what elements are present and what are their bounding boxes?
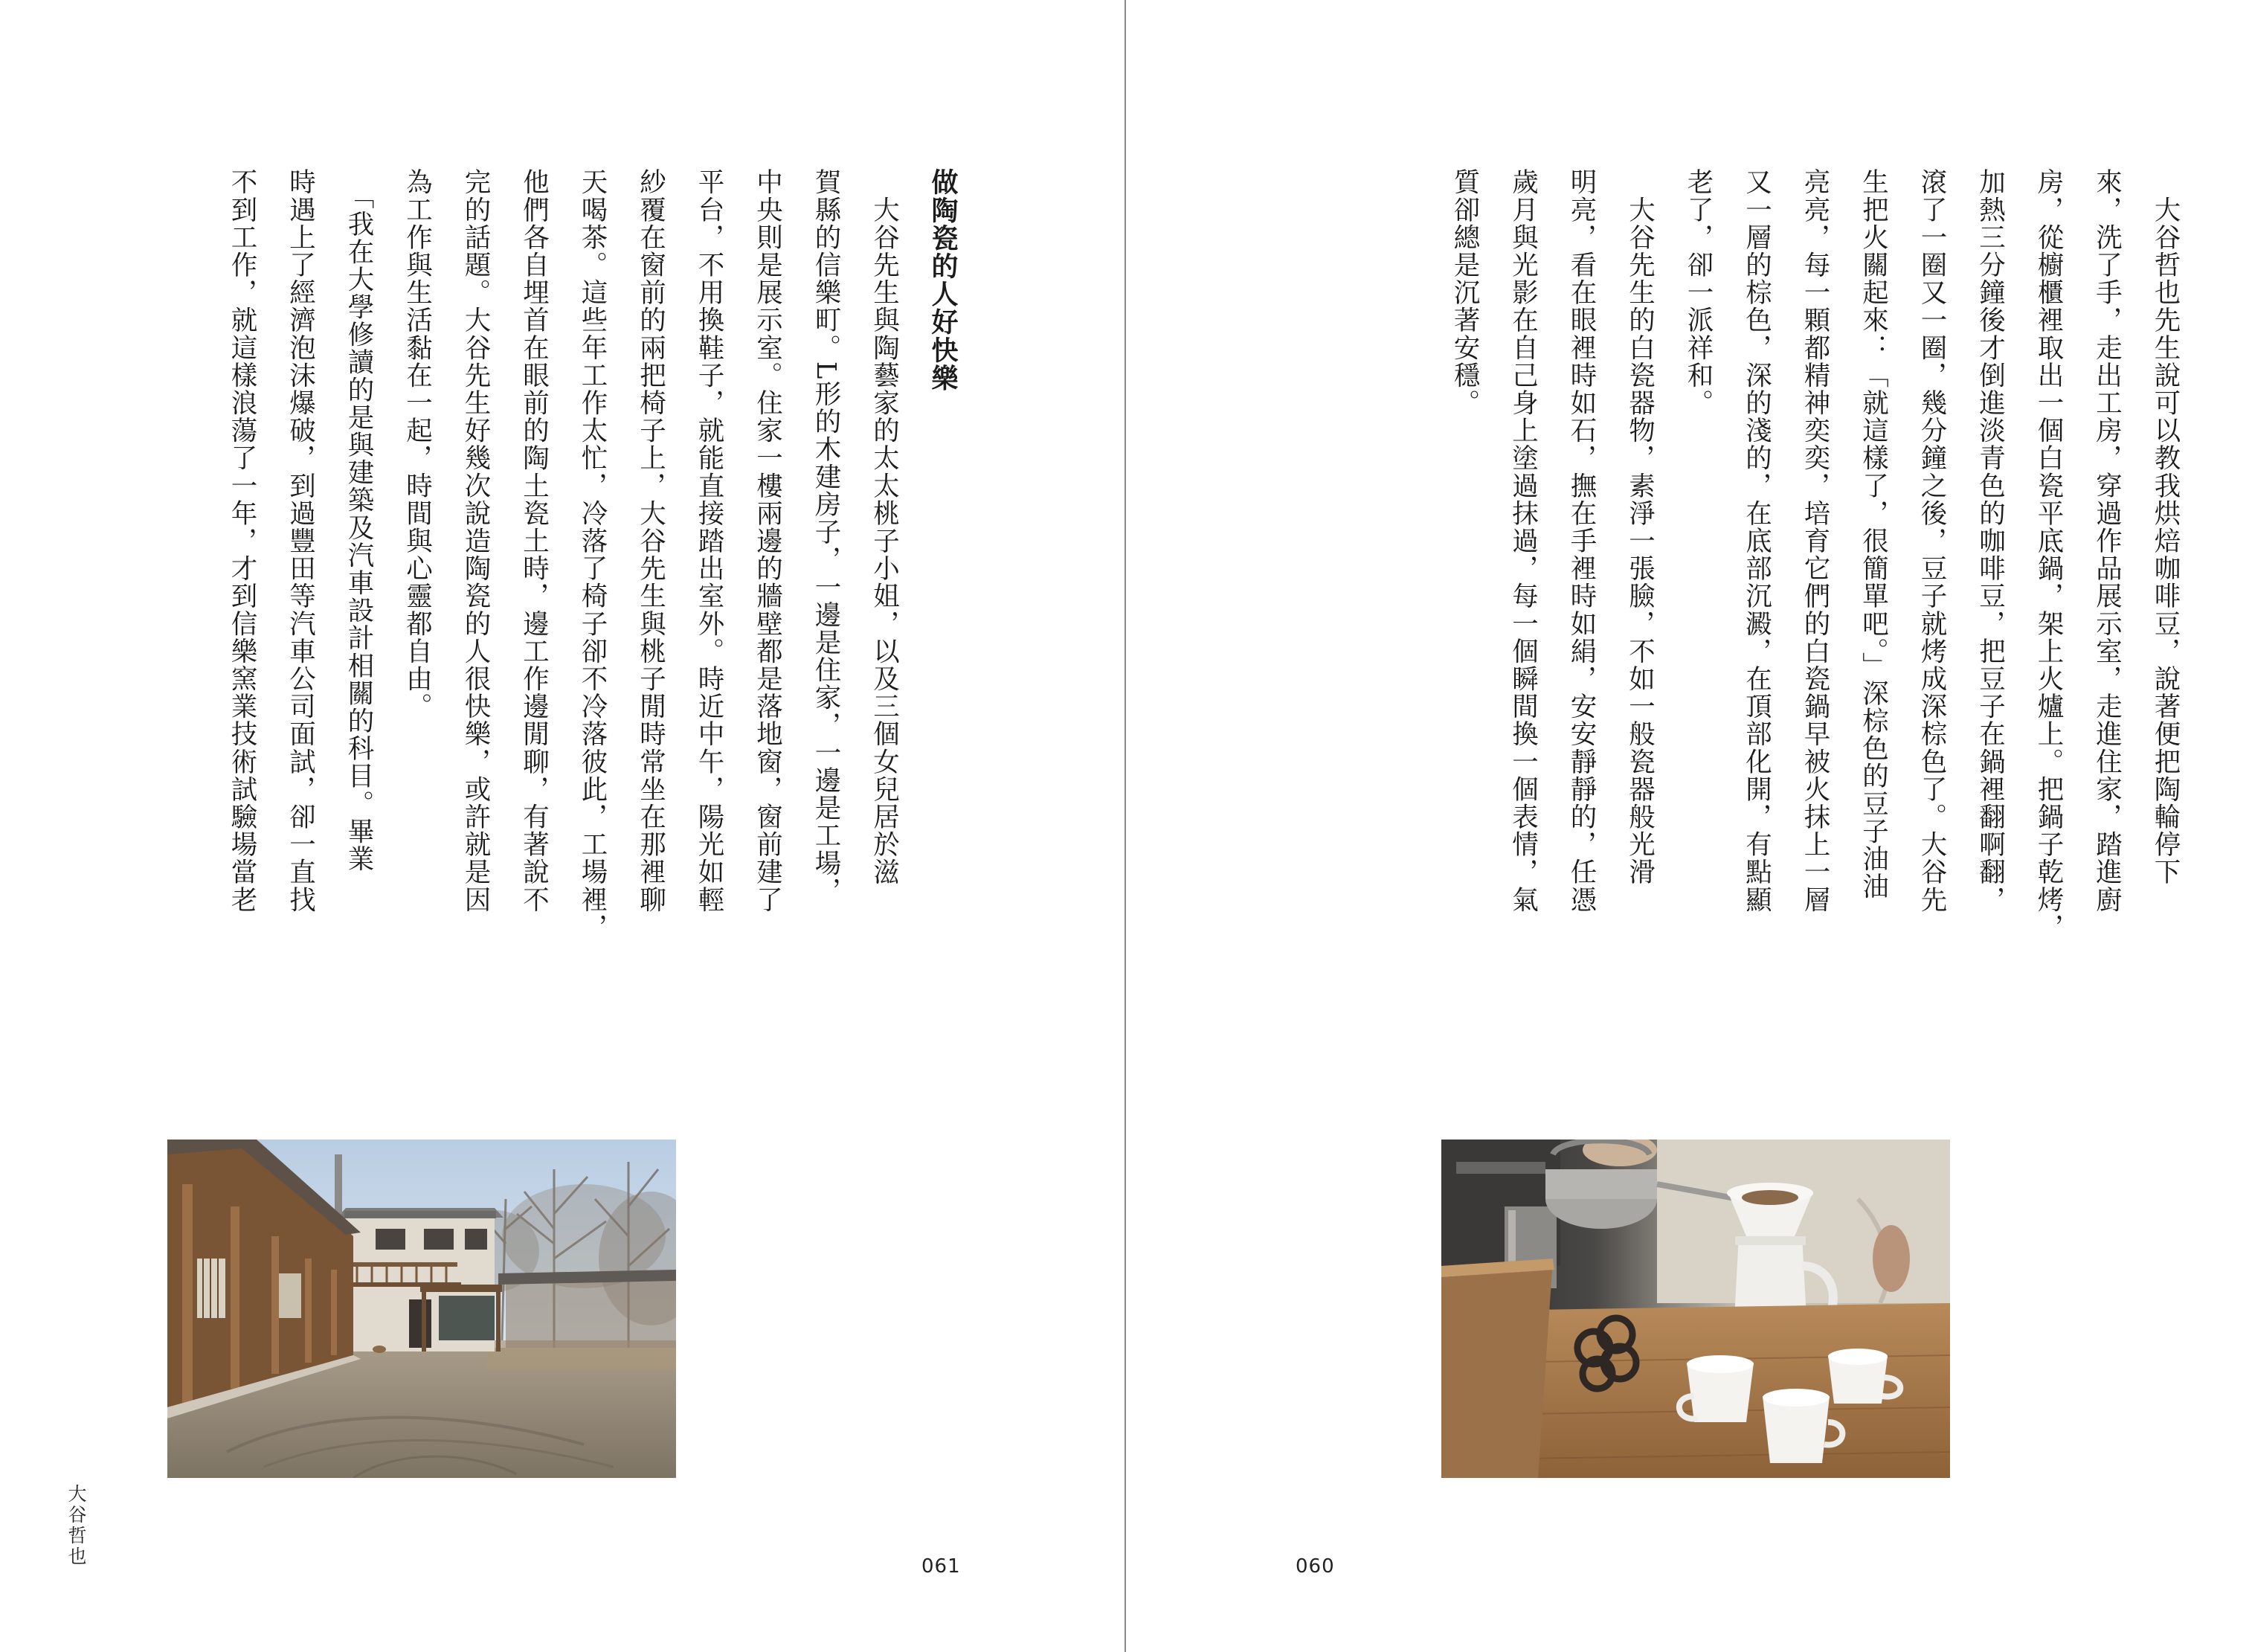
text-column: 「我在大學修讀的是與建築及汽車設計相關的科目。畢業	[344, 168, 374, 872]
text-column: 為工作與生活黏在一起，時間與心靈都自由。	[402, 168, 433, 720]
text-column: 又一層的棕色，深的淺的，在底部沉澱，在頂部化開，有點顯	[1741, 168, 1772, 913]
right-page-body-text	[1435, 168, 2195, 1083]
text-column: 大谷先生的白瓷器物，素淨一張臉，不如一般瓷器般光滑	[1624, 168, 1656, 886]
text-column: 紗覆在窗前的兩把椅子上，大谷先生與桃子閒時常坐在那裡聊	[635, 168, 666, 913]
coffee-pour-photo	[1441, 1140, 1950, 1478]
coffee-pour-illustration	[1441, 1140, 1950, 1478]
text-column: 房，從櫥櫃裡取出一個白瓷平底鍋，架上火爐上。把鍋子乾烤，	[2033, 168, 2064, 941]
section-heading: 做陶瓷的人好快樂	[927, 168, 958, 392]
text-column: 明亮，看在眼裡時如石，撫在手裡時如絹，安安靜靜的，任憑	[1566, 168, 1597, 913]
left-page	[0, 0, 1124, 1652]
text-column: 不到工作，就這樣浪蕩了一年，才到信樂窯業技術試驗場當老	[227, 168, 257, 913]
right-page	[1126, 0, 2249, 1652]
text-column: 天喝茶。這些年工作太忙，冷落了椅子卻不冷落彼此，工場裡，	[577, 168, 608, 941]
text-column: 平台，不用換鞋子，就能直接踏出室外。時近中午，陽光如輕	[694, 168, 724, 913]
text-column: 賀縣的信樂町。L形的木建房子，一邊是住家，一邊是工場，	[811, 168, 841, 904]
running-title: 大谷哲也	[65, 1484, 87, 1567]
text-column: 中央則是展示室。住家一樓兩邊的牆壁都是落地窗，窗前建了	[752, 168, 783, 913]
text-column: 時遇上了經濟泡沫爆破，到過豐田等汽車公司面試，卻一直找	[285, 168, 316, 913]
text-column: 老了，卻一派祥和。	[1683, 168, 1714, 417]
text-column: 加熱三分鐘後才倒進淡青色的咖啡豆，把豆子在鍋裡翻啊翻，	[1975, 168, 2006, 913]
text-column: 完的話題。大谷先生好幾次說造陶瓷的人很快樂，或許就是因	[460, 168, 491, 913]
page-number-right: 060	[1296, 1555, 1335, 1578]
text-column: 大谷先生與陶藝家的太太桃子小姐，以及三個女兒居於滋	[869, 168, 900, 886]
house-courtyard-illustration	[167, 1140, 676, 1478]
text-column: 歲月與光影在自己身上塗過抹過，每一個瞬間換一個表情，氣	[1508, 168, 1539, 913]
left-page-body-text	[213, 168, 972, 1083]
text-column: 質卻總是沉著安穩。	[1450, 168, 1480, 417]
text-column: 亮亮，每一顆都精神奕奕，培育它們的白瓷鍋早被火抹上一層	[1800, 168, 1830, 913]
text-column: 生把火關起來：「就這樣了，很簡單吧。」深棕色的豆子油油	[1858, 168, 1889, 900]
text-column: 滾了一圈又一圈，幾分鐘之後，豆子就烤成深棕色了。大谷先	[1917, 168, 1947, 913]
house-courtyard-photo	[167, 1140, 676, 1478]
page-number-left: 061	[921, 1555, 961, 1578]
text-column: 來，洗了手，走出工房，穿過作品展示室，走進住家，踏進廚	[2091, 168, 2123, 913]
text-column: 大谷哲也先生說可以教我烘焙咖啡豆，說著便把陶輪停下	[2150, 168, 2181, 886]
text-column: 他們各自埋首在眼前的陶土瓷土時，邊工作邊閒聊，有著說不	[518, 168, 550, 913]
